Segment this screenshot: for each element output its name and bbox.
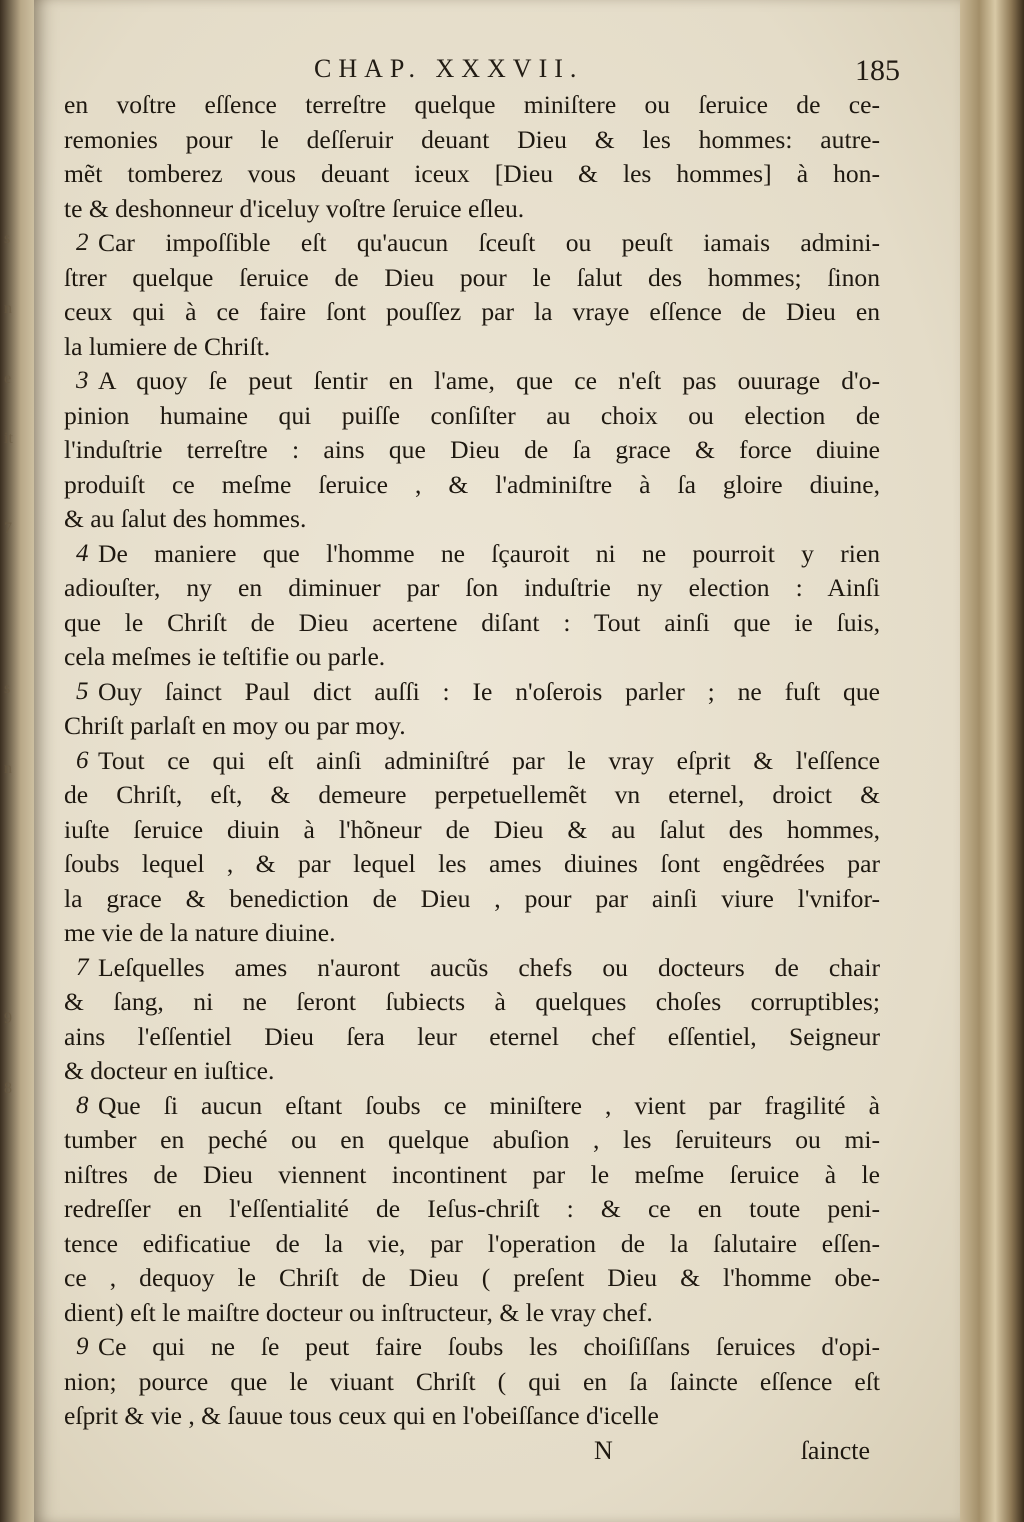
line-text: produiſt ce meſme ſeruice , & l'adminiſtre à ſa gloire diuine,: [64, 469, 880, 499]
facing-page-edge: s n e it 7 s n 9 8: [0, 0, 38, 1522]
line-text: A quoy ſe peut ſentir en l'ame, que ce n'eſt pas ouurage d'o-: [98, 366, 880, 395]
line-text: redreſſer en l'eſſentialité de Ieſus-chriſt : & ce en toute peni-: [64, 1194, 880, 1223]
line-text: tumber en peché ou en quelque abuſion , les ſeruiteurs ou mi-: [64, 1125, 880, 1154]
page-number: 185: [855, 54, 900, 87]
text-line: [64, 951, 880, 986]
line-text: Leſquelles ames n'auront aucũs chefs ou docteurs de chair: [98, 952, 880, 982]
line-text: ſtrer quelque ſeruice de Dieu pour le ſalut des hommes; ſinon: [64, 262, 880, 292]
verse-number: 6: [76, 746, 89, 774]
text-line: [64, 1020, 880, 1055]
text-line: [64, 1227, 880, 1262]
line-text: ce , dequoy le Chriſt de Dieu ( preſent Dieu & l'homme obe-: [64, 1263, 880, 1292]
line-text: l'induſtrie terreſtre : ains que Dieu de ſa grace & force diuine: [64, 435, 880, 464]
text-line: [64, 1054, 880, 1089]
line-text: Ce qui ne ſe peut faire ſoubs les choiſiſſans ſeruices d'opi-: [98, 1332, 880, 1361]
text-line: [64, 295, 880, 330]
line-text: la grace & benediction de Dieu , pour par ainſi viure l'vnifor-: [64, 883, 880, 913]
text-line: [64, 813, 880, 848]
text-line: [64, 261, 880, 296]
text-line: [64, 571, 880, 606]
line-text: Que ſi aucun eſtant ſoubs ce miniſtere , vient par fragilité à: [98, 1090, 880, 1120]
text-line: [64, 123, 880, 158]
text-line: [64, 847, 880, 882]
text-line: [64, 675, 880, 710]
line-text: que le Chriſt de Dieu acertene diſant : Tout ainſi que ie ſuis,: [64, 607, 880, 637]
text-line: [64, 1089, 880, 1124]
line-text: te & deshonneur d'iceluy voſtre ſeruice eſleu.: [64, 193, 525, 223]
line-text: pinion humaine qui puiſſe conſiſter au choix ou election de: [64, 400, 880, 430]
text-line: [64, 1399, 880, 1434]
text-line: [64, 364, 880, 399]
line-text: & ſang, ni ne ſeront ſubiects à quelques choſes corruptibles;: [64, 987, 880, 1016]
text-line: [64, 433, 880, 468]
text-line: [64, 1158, 880, 1193]
line-text: cela meſmes ie teſtifie ou parle.: [64, 642, 386, 671]
line-text: dient) eſt le maiſtre docteur ou inſtructeur, & le vray chef.: [64, 1297, 653, 1327]
line-text: adiouſter, ny en diminuer par ſon induſtrie ny election : Ainſi: [64, 573, 880, 602]
line-text: nion; pource que le viuant Chriſt ( qui en ſa ſaincte eſſence eſt: [64, 1366, 880, 1396]
verse-number: 8: [76, 1091, 89, 1119]
text-line: [64, 640, 880, 675]
text-line: [64, 882, 880, 917]
text-line: [64, 1330, 880, 1365]
text-line: [64, 502, 880, 537]
text-line: [64, 916, 880, 951]
line-text: iuſte ſeruice diuin à l'hõneur de Dieu & au ſalut des hommes,: [64, 814, 880, 844]
verse-number: 5: [76, 677, 89, 705]
text-line: [64, 606, 880, 641]
verse-number: 7: [76, 953, 89, 981]
page-block-edge: [960, 0, 1024, 1522]
text-line: [64, 399, 880, 434]
text-line: [64, 88, 880, 123]
line-text: Tout ce qui eſt ainſi adminiſtré par le vray eſprit & l'eſſence: [98, 745, 880, 775]
line-text: remonies pour le deſſeruir deuant Dieu & les hommes: autre-: [64, 124, 880, 154]
line-text: de Chriſt, eſt, & demeure perpetuellemẽt vn eternel, droict &: [64, 780, 880, 809]
line-text: Ouy ſainct Paul dict auſſi : Ie n'oſerois parler ; ne fuſt que: [98, 676, 880, 706]
text-line: [64, 985, 880, 1020]
line-text: ſoubs lequel , & par lequel les ames diuines ſont engẽdrées par: [64, 849, 880, 878]
text-line: [64, 226, 880, 261]
verse-number: 4: [76, 539, 89, 567]
line-text: De maniere que l'homme ne ſçauroit ni ne pourroit y rien: [98, 538, 880, 568]
line-text: mẽt tomberez vous deuant iceux [Dieu & les hommes] à hon-: [64, 159, 880, 188]
line-text: & docteur en iuſtice.: [64, 1056, 275, 1085]
line-text: Chriſt parlaſt en moy ou par moy.: [64, 711, 406, 740]
line-text: me vie de la nature diuine.: [64, 918, 336, 947]
running-title: CHAP. XXXVII.: [314, 54, 584, 83]
text-line: [64, 1296, 880, 1331]
verse-number: 3: [76, 367, 89, 394]
text-line: [64, 1365, 880, 1400]
page-footer: [64, 1434, 880, 1470]
line-text: ceux qui à ce faire ſont pouſſez par la vraye eſſence de Dieu en: [64, 297, 880, 326]
line-text: & au ſalut des hommes.: [64, 504, 307, 533]
text-line: [64, 157, 880, 192]
verse-number: 2: [76, 229, 89, 256]
line-text: eſprit & vie , & ſauue tous ceux qui en l'obeiſſance d'icelle: [64, 1401, 659, 1430]
text-line: [64, 709, 880, 744]
text-line: [64, 330, 880, 365]
line-text: Car impoſſible eſt qu'aucun ſceuſt ou peuſt iamais admini-: [98, 228, 880, 257]
text-line: [64, 1123, 880, 1158]
line-text: ains l'eſſentiel Dieu ſera leur eternel chef eſſentiel, Seigneur: [64, 1021, 880, 1051]
line-text: tence edificatiue de la vie, par l'operation de la ſalutaire eſſen-: [64, 1228, 880, 1258]
text-line: [64, 778, 880, 813]
line-text: niſtres de Dieu viennent incontinent par le meſme ſeruice à le: [64, 1159, 880, 1189]
text-line: [64, 1261, 880, 1296]
catchword: ſaincte: [800, 1435, 870, 1465]
verse-number: 9: [76, 1333, 89, 1360]
line-text: la lumiere de Chriſt.: [64, 331, 271, 361]
line-text: en voſtre eſſence terreſtre quelque miniſtere ou ſeruice de ce-: [64, 90, 880, 119]
text-line: [64, 744, 880, 779]
text-line: [64, 192, 880, 227]
text-line: [64, 537, 880, 572]
text-line: [64, 1192, 880, 1227]
text-line: [64, 468, 880, 503]
signature-mark: N: [594, 1435, 613, 1465]
body-text: [64, 88, 880, 1470]
